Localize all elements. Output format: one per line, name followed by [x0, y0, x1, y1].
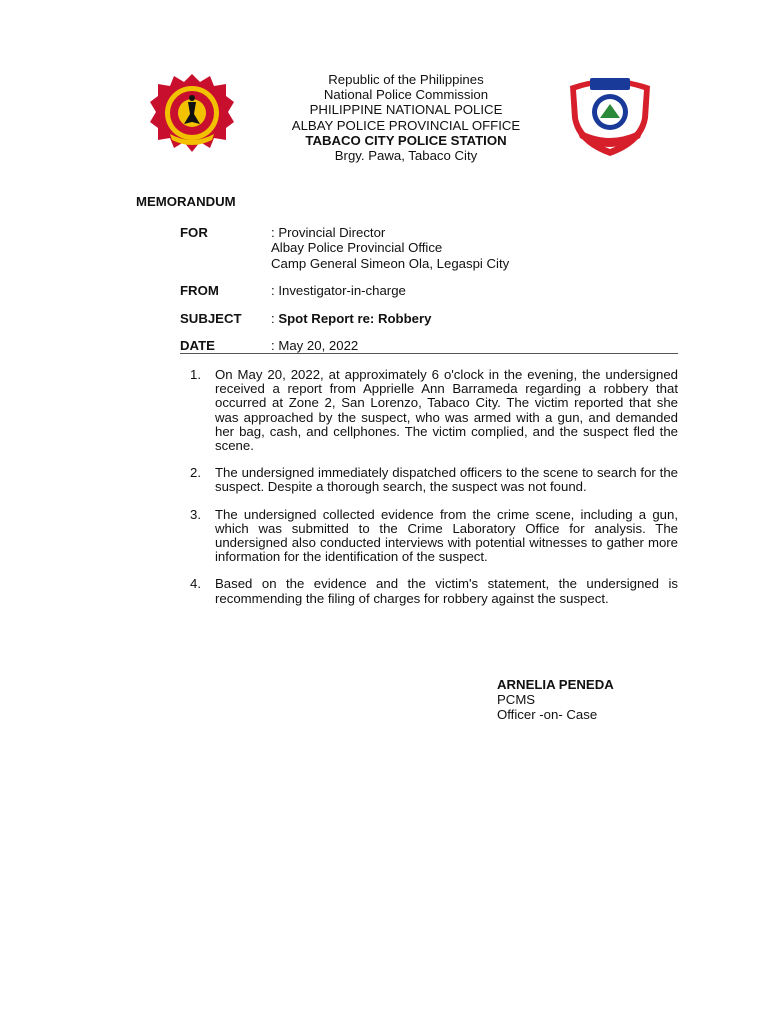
subject-label: SUBJECT [180, 311, 242, 326]
header-station: TABACO CITY POLICE STATION [305, 132, 507, 148]
paragraph-text: The undersigned collected evidence from the crime scene, including a gun, which was submitted to the Crime Laboratory Office for analysis. The undersigned also conducted interviews with potential witnesses to gather more information for the identification of the suspect. [215, 506, 678, 565]
paragraph [190, 508, 678, 565]
subject-colon: : [271, 311, 279, 326]
for-value-line1: : Provincial Director [271, 225, 386, 240]
date-value: : May 20, 2022 [271, 338, 359, 353]
date-label: DATE [180, 338, 215, 353]
signatory-name: ARNELIA PENEDA [497, 677, 614, 692]
from-label: FROM [180, 283, 219, 298]
header-address: Brgy. Pawa, Tabaco City [334, 148, 478, 164]
signatory-position: Officer -on- Case [497, 707, 598, 723]
paragraph [190, 466, 678, 494]
header-provincial-office: ALBAY POLICE PROVINCIAL OFFICE [291, 117, 521, 133]
signatory-rank: PCMS [497, 692, 536, 708]
header-divider [180, 353, 678, 354]
letterhead [200, 72, 612, 163]
memorandum-heading: MEMORANDUM [136, 194, 236, 209]
paragraph-text: Based on the evidence and the victim's statement, the undersigned is recommending the filing of charges for robbery against the suspect. [215, 576, 678, 606]
from-value: : Investigator-in-charge [271, 283, 406, 298]
signature-block [497, 677, 614, 723]
paragraph [190, 577, 678, 605]
for-value-line3: Camp General Simeon Ola, Legaspi City [271, 256, 510, 271]
paragraph-text: The undersigned immediately dispatched officers to the scene to search for the suspect. Despite a thorough search, the suspect was not found. [215, 465, 678, 495]
header-pnp: PHILIPPINE NATIONAL POLICE [309, 102, 503, 118]
for-label: FOR [180, 225, 208, 240]
tabaco-police-badge-icon [560, 74, 660, 158]
paragraph [190, 368, 678, 453]
paragraph-number: 1. [190, 367, 201, 382]
paragraph-number: 4. [190, 576, 201, 592]
paragraph-text: On May 20, 2022, at approximately 6 o'clock in the evening, the undersigned received a report from Apprielle Ann Barrameda regarding a robbery that occurred at Zone 2, San Lorenzo, Tabaco City. The victim reported that she was approached by the suspect, who was armed with a gun, and demanded her bag, cash, and cellphones. The victim complied, and the suspect fled the scene. [215, 367, 678, 454]
for-value-line2: Albay Police Provincial Office [271, 240, 443, 255]
header-republic: Republic of the Philippines [328, 72, 484, 87]
header-napolcom: National Police Commission [323, 87, 489, 103]
subject-value: Spot Report re: Robbery [278, 311, 432, 326]
report-body [190, 368, 678, 619]
paragraph-number: 2. [190, 465, 201, 481]
paragraph-number: 3. [190, 506, 201, 522]
